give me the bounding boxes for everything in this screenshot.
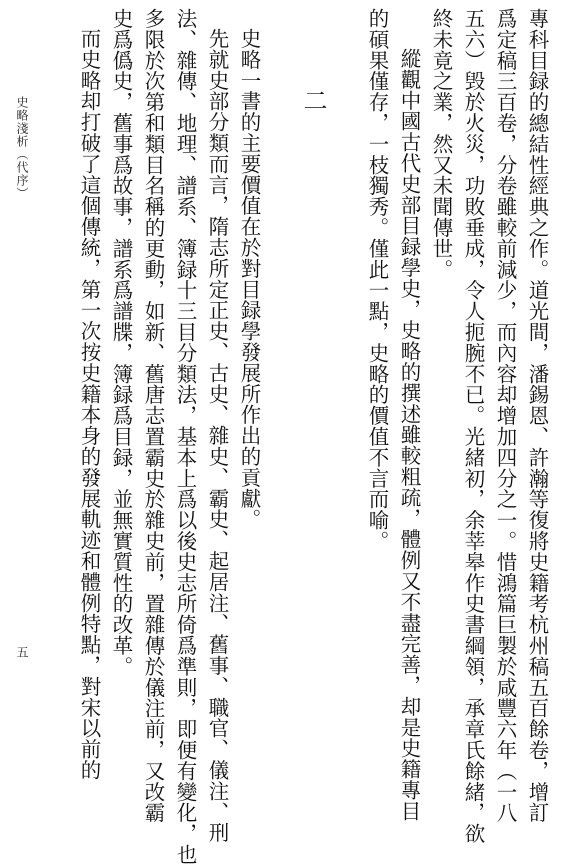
text-column: 法、雜傳、地理、譜系、簿録十三目分類法，基本上爲以後史志所倚爲準則，即便有變化，也 (173, 8, 197, 865)
text-column: 專科目録的總結性經典之作。道光間，潘錫恩、許瀚等復將史籍考杭州稿五百餘卷，增訂 (525, 8, 549, 824)
text-column: 先就史部分類而言，隋志所定正史、古史、雜史、霸史、起居注、舊事、職官、儀注、刑 (205, 28, 229, 844)
page-number: 五 (15, 646, 29, 658)
text-column: 終未竟之業，然又未聞傳世。 (429, 8, 453, 280)
text-column: 縱觀中國古代史部目録學史，史略的撰述雖較粗疏，體例又不盡完善，却是史籍專目 (397, 48, 421, 822)
text-column: 史略一書的主要價值在於對目録學發展所作出的貢獻。 (237, 28, 261, 530)
text-column: 爲定稿三百卷，分卷雖較前減少，而內容却增加四分之一。惜鴻篇巨製於咸豐六年（一八 (493, 8, 517, 824)
main-text (73, 8, 553, 865)
text-column: 的碩果僅存，一枝獨秀。僅此一點，史略的價值不言而喻。 (365, 8, 389, 552)
text-column: 史爲僞史，舊事爲故事，譜系爲譜牒，簿録爲目録，並無實質性的改革。 (109, 8, 133, 677)
text-column: 五六）毁於火災，功敗垂成，令人扼腕不已。光緒初，余莘皋作史書綱領，承章氏餘緒，欲 (461, 8, 485, 844)
text-column: 而史略却打破了這個傳統，第一次按史籍本身的發展軌迹和體例特點，對宋以前的 (77, 28, 101, 781)
blank-column (329, 8, 361, 768)
running-header: 史略淺析（代序） (15, 96, 29, 200)
section-heading: 二 (299, 88, 327, 120)
text-column: 多限於次第和類目名稱的更動，如新、舊唐志置霸史於雜史前，置雜傳於儀注前，又改霸 (141, 8, 165, 824)
blank-column (265, 8, 297, 768)
